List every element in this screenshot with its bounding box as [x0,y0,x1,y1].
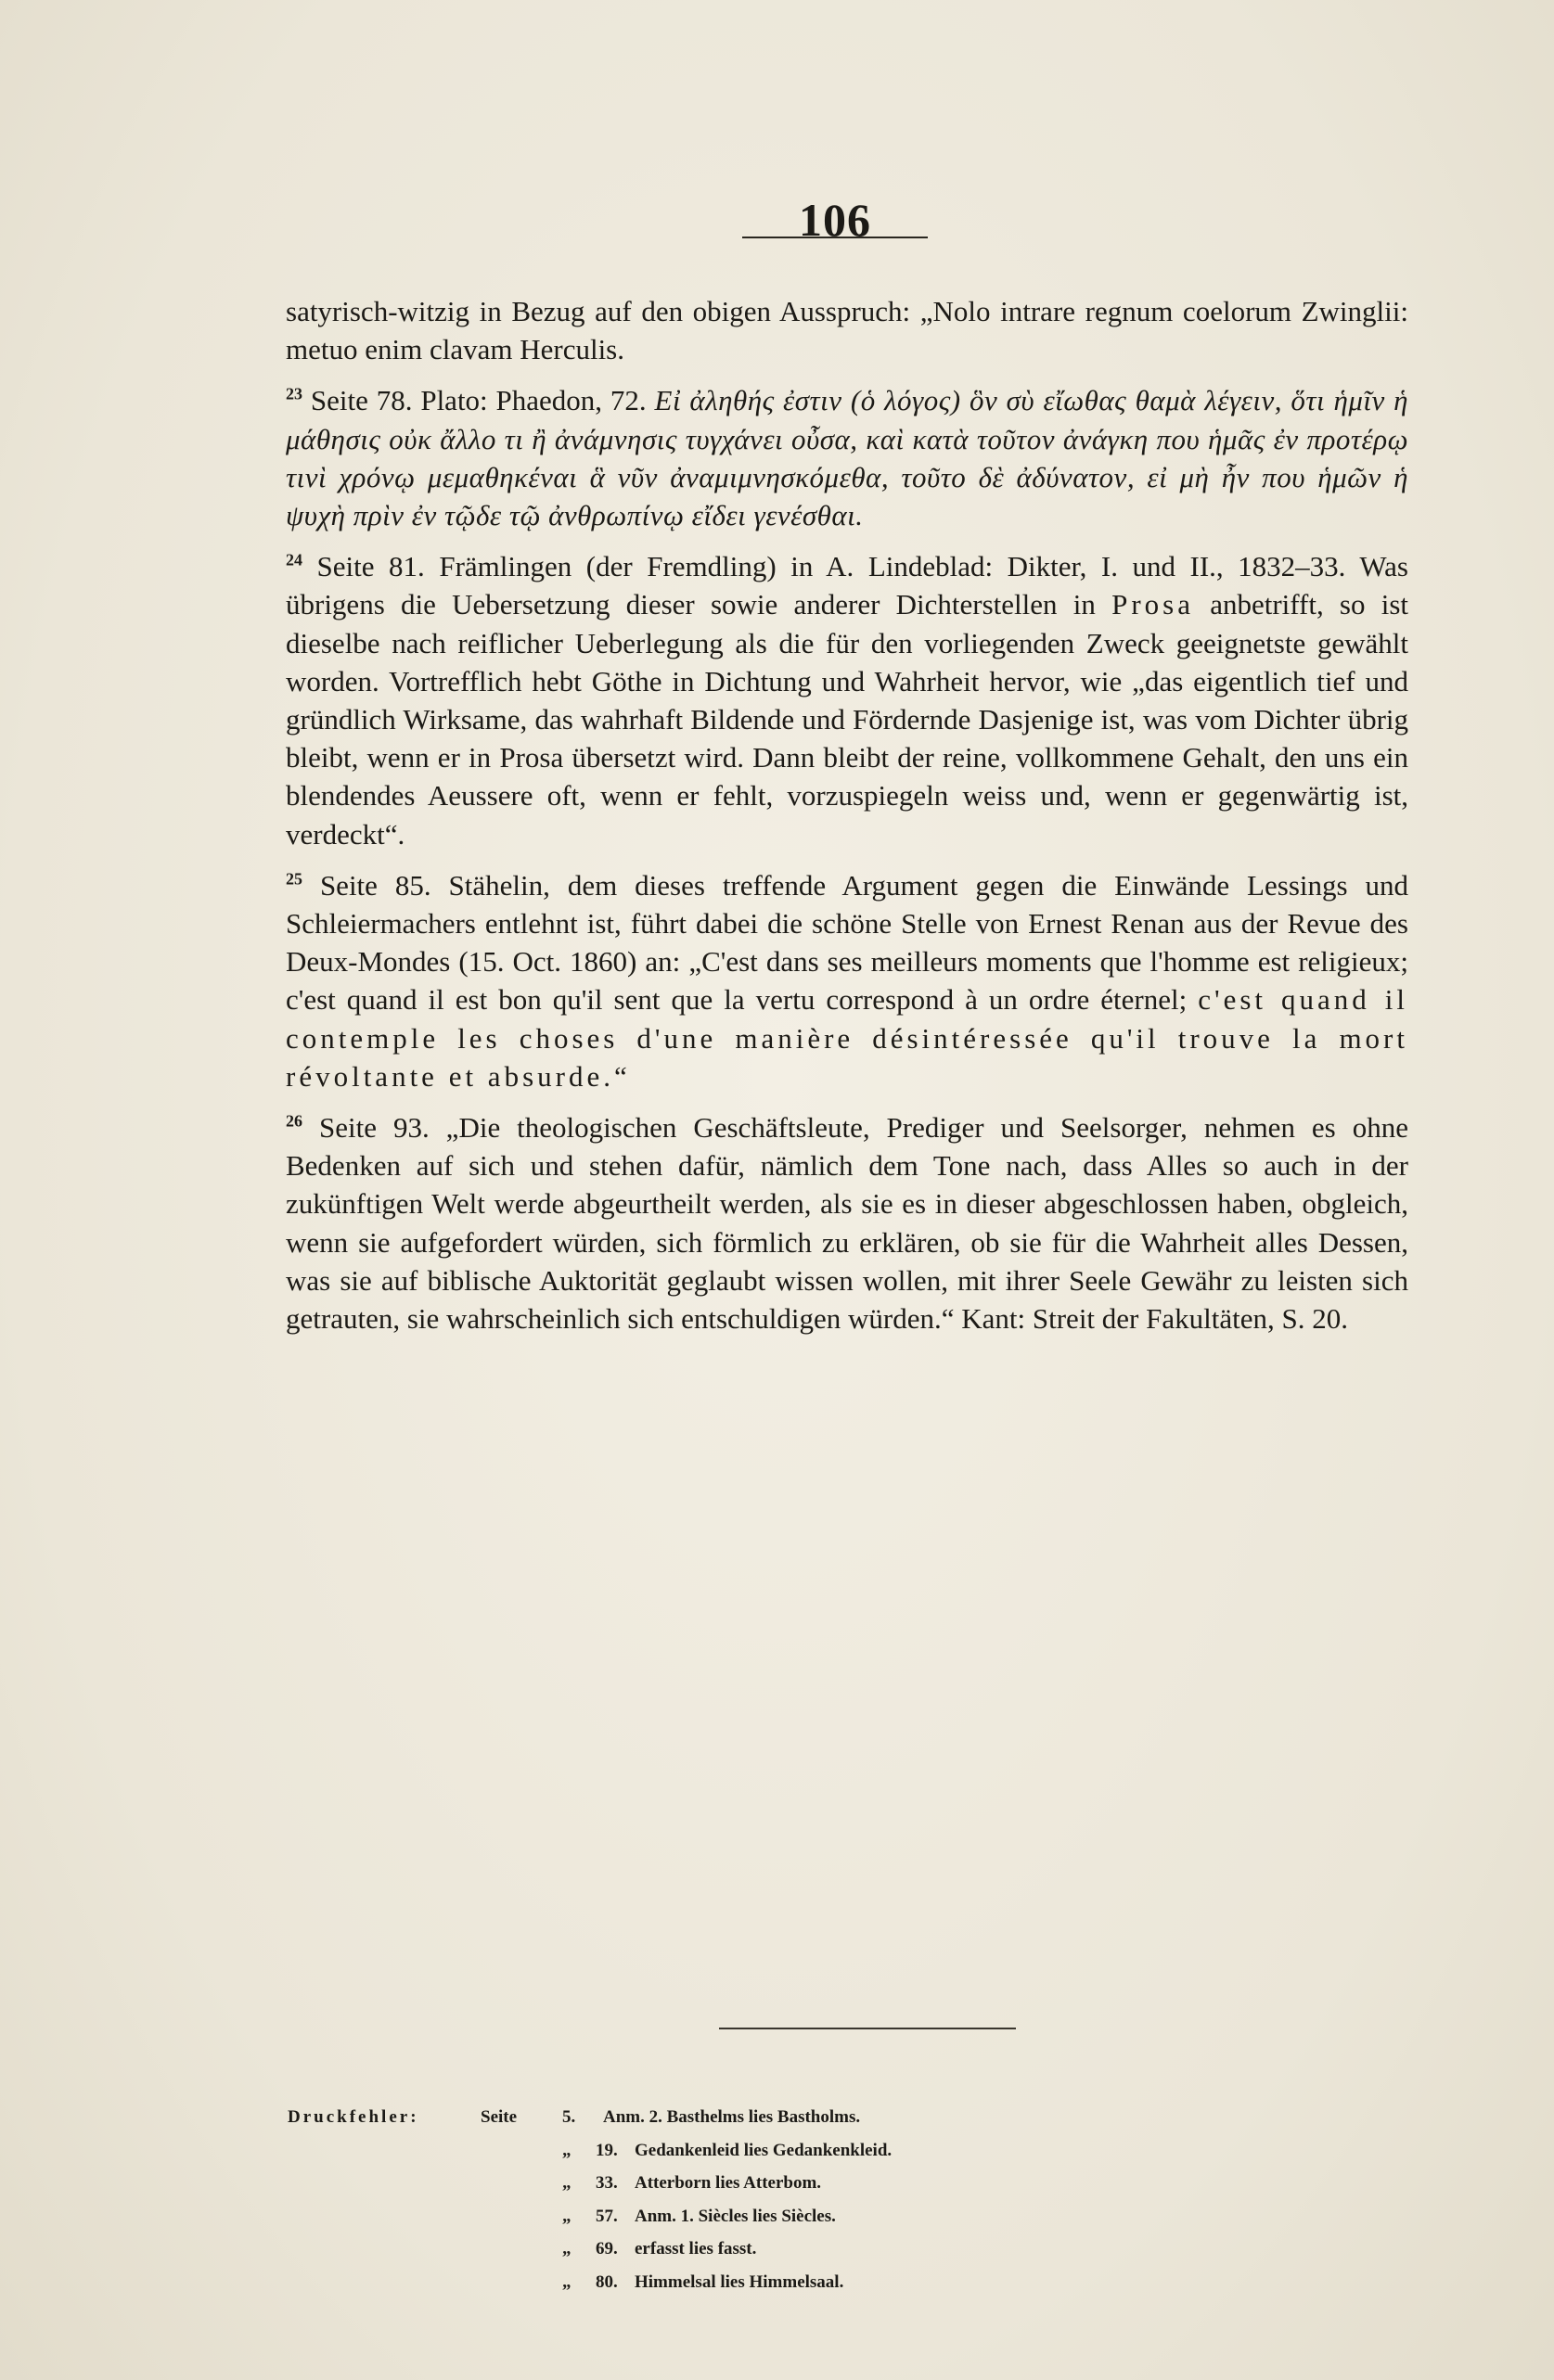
ditto-mark: „ [562,2140,572,2160]
footnote-marker: 24 [286,550,302,569]
header-rule [742,237,928,238]
errata-row [288,2134,1123,2168]
emphasized-quotation: c'est quand il contemple les choses d'une manière désintéressée qu'il trouve la mort révoltante et absurde. [286,983,1409,1093]
errata-text: Atterborn lies Atterbom. [635,2173,822,2193]
footnote-marker: 25 [286,869,302,889]
footnote-text: Seite 81. Främlingen (der Fremdling) in A. Lindeblad: Dikter, I. und II., 1832–33. Was übrigens die Uebersetzung dieser sowie anderer Dichterstellen in [286,550,1409,621]
footnotes-body [286,292,1408,1337]
footnote-text: Seite 85. Stähelin, dem dieses treffende Argument gegen die Einwände Lessings und Schleiermachers entlehnt ist, führt dabei die schöne Stelle von Ernest Renan aus der Revue des Deux-Mondes (15. Oct. 1860) an: „C'est dans ses meilleurs moments que l'homme est religieux; c'est quand il est bon qu'il sent que la vertu correspond à un ordre éternel; [286,868,1408,1017]
footnote-text: Seite 93. „Die theologischen Geschäftsleute, Prediger und Seelsorger, nehmen es ohne Bedenken auf sich und stehen dafür, nämlich dem Tone nach, dass Alles so auch in der zukünftigen Welt werde abgeurtheilt werden, als sie es in dieser abgeschlossen haben, obgleich, wenn sie aufgefordert würden, sich förmlich zu erklären, ob sie für die Wahrheit alles Dessen, was sie auf biblische Auktorität geglaubt wissen wollen, mit ihrer Seele Gewähr zu leisten sich getrauten, sie wahrscheinlich sich entschuldigen würden.“ Kant: Streit der Fakultäten, S. 20. [286,1111,1408,1336]
footnote-marker: 23 [286,385,302,404]
emphasized-word: Prosa [1111,588,1194,621]
footnote-24 [286,547,1408,853]
footnote-23 [286,381,1408,534]
errata-page: 33. [596,2173,618,2193]
ditto-mark: „ [562,2239,572,2258]
footnote-marker: 26 [286,1111,302,1131]
section-divider [719,2028,1016,2029]
ditto-mark: „ [562,2271,572,2292]
errata-text: Anm. 1. Siècles lies Siècles. [635,2206,836,2226]
errata-page: 19. [596,2140,618,2160]
errata-text: Anm. 2. Basthelms lies Bastholms. [603,2107,861,2127]
errata-text: Himmelsal lies Himmelsaal. [635,2271,844,2292]
errata-page: 57. [596,2206,618,2226]
ditto-mark: „ [562,2206,572,2226]
errata-text: Gedankenleid lies Gedankenkleid. [635,2140,893,2160]
page-number: 106 [799,194,871,246]
paragraph-continuation: satyrisch-witzig in Bezug auf den obigen Ausspruch: „Nolo intrare regnum coelorum Zwinglii: metuo enim clavam Herculis. [286,295,1408,366]
errata-row [288,2233,1123,2266]
footnote-text: Seite 78. Plato: Phaedon, 72. [310,384,655,417]
errata-row [288,2200,1123,2233]
errata-row [288,2101,1123,2134]
errata-page: 5. [562,2107,576,2127]
footnote-25 [286,866,1408,1095]
errata-page: 80. [596,2271,618,2292]
errata-page: 69. [596,2239,618,2258]
errata-heading: Druckfehler: [288,2107,419,2127]
errata-row [288,2266,1123,2299]
errata-row [288,2167,1123,2200]
footnote-26 [286,1108,1408,1337]
greek-quotation: Εἰ ἀληθής ἐστιν (ὁ λόγος) ὃν σὺ εἴωθας θαμὰ λέγειν, ὅτι ἡμῖν ἡ μάθησις οὐκ ἄλλο τι ἢ ἀνάμνησις τυγχάνει οὖσα, καὶ κατὰ τοῦτον ἀνάγκη που ἡμᾶς ἐν προτέρῳ τινὶ χρόνῳ μεμαθηκέναι ἃ νῦν ἀναμιμνησκόμεθα, τοῦτο δὲ ἀδύνατον, εἰ μὴ ἦν που ἡμῶν ἡ ψυχὴ πρὶν ἐν τῷδε τῷ ἀνθρωπίνῳ εἴδει γενέσθαι. [286,384,1408,532]
ditto-mark: „ [562,2173,572,2193]
errata-seite-label: Seite [481,2107,518,2127]
errata-list [288,2101,1123,2298]
errata-text: erfasst lies fasst. [635,2239,757,2258]
footnote-text: “ [613,1059,627,1093]
footnote-text: anbetrifft, so ist dieselbe nach reiflicher Ueberlegung als die für den vorliegenden Zweck geeignetste gewählt worden. Vortrefflich hebt Göthe in Dichtung und Wahrheit hervor, wie „das eigentlich tief und gründlich Wirksame, das wahrhaft Bildende und Fördernde Dasjenige ist, was vom Dichter übrig bleibt, wenn er in Prosa übersetzt wird. Dann bleibt der reine, vollkommene Gehalt, den uns ein blendendes Aeussere oft, wenn er fehlt, vorzuspiegeln weiss und, wenn er gegenwärtig ist, verdeckt“. [286,588,1408,851]
